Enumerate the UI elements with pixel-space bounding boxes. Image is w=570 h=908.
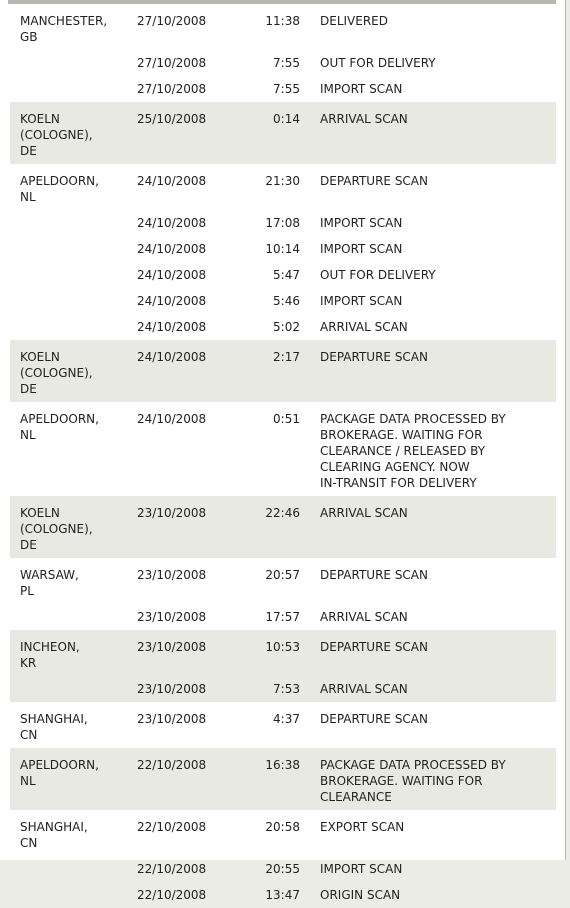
table-row (10, 106, 556, 164)
time-cell: 10:53 (265, 640, 300, 654)
activity-cell: DEPARTURE SCAN (320, 640, 428, 654)
date-cell: 24/10/2008 (137, 350, 207, 364)
date-cell: 23/10/2008 (137, 610, 207, 624)
location-group (10, 702, 556, 748)
date-cell: 22/10/2008 (137, 820, 207, 834)
table-row (10, 262, 556, 288)
table-row (10, 706, 556, 748)
time-cell: 7:55 (273, 82, 300, 96)
activity-cell: ARRIVAL SCAN (320, 610, 408, 624)
activity-cell: IMPORT SCAN (320, 862, 403, 876)
date-cell: 23/10/2008 (137, 640, 207, 654)
activity-cell: IMPORT SCAN (320, 216, 403, 230)
location-cell: KOELN (COLOGNE), DE (20, 350, 93, 396)
date-cell: 22/10/2008 (137, 888, 207, 902)
location-cell: WARSAW, PL (20, 568, 79, 598)
location-group (10, 630, 556, 702)
location-group (10, 496, 556, 558)
activity-cell: ARRIVAL SCAN (320, 506, 408, 520)
table-row (10, 634, 556, 676)
time-cell: 21:30 (265, 174, 300, 188)
location-cell: APELDOORN, NL (20, 758, 99, 788)
time-cell: 20:55 (265, 862, 300, 876)
activity-cell: ARRIVAL SCAN (320, 112, 408, 126)
time-cell: 17:57 (265, 610, 300, 624)
date-cell: 22/10/2008 (137, 862, 207, 876)
table-row (10, 50, 556, 76)
table-row (10, 752, 556, 810)
table-row (10, 562, 556, 604)
location-cell: APELDOORN, NL (20, 174, 99, 204)
location-cell: INCHEON, KR (20, 640, 80, 670)
activity-cell: PACKAGE DATA PROCESSED BY BROKERAGE. WAITING FOR CLEARANCE (320, 758, 506, 804)
location-group (10, 340, 556, 402)
time-cell: 22:46 (265, 506, 300, 520)
location-group (10, 164, 556, 340)
table-row (10, 314, 556, 340)
activity-cell: PACKAGE DATA PROCESSED BY BROKERAGE. WAITING FOR CLEARANCE / RELEASED BY CLEARING AGENCY. NOW IN-TRANSIT FOR DELIVERY (320, 412, 506, 490)
time-cell: 7:53 (273, 682, 300, 696)
time-cell: 0:14 (273, 112, 300, 126)
time-cell: 5:47 (273, 268, 300, 282)
date-cell: 24/10/2008 (137, 174, 207, 188)
activity-cell: ORIGIN SCAN (320, 888, 401, 902)
table-row (10, 236, 556, 262)
time-cell: 5:02 (273, 320, 300, 334)
time-cell: 0:51 (273, 412, 300, 426)
date-cell: 24/10/2008 (137, 412, 207, 426)
activity-cell: DEPARTURE SCAN (320, 712, 428, 726)
activity-cell: DELIVERED (320, 14, 388, 28)
date-cell: 22/10/2008 (137, 758, 207, 772)
activity-cell: IMPORT SCAN (320, 294, 403, 308)
location-group (10, 4, 556, 102)
date-cell: 24/10/2008 (137, 294, 207, 308)
time-cell: 11:38 (265, 14, 300, 28)
date-cell: 27/10/2008 (137, 82, 207, 96)
location-group (10, 810, 556, 908)
location-cell: KOELN (COLOGNE), DE (20, 112, 93, 158)
table-row (10, 676, 556, 702)
date-cell: 24/10/2008 (137, 268, 207, 282)
time-cell: 13:47 (265, 888, 300, 902)
activity-cell: EXPORT SCAN (320, 820, 405, 834)
date-cell: 24/10/2008 (137, 242, 207, 256)
table-row (10, 344, 556, 402)
table-row (10, 406, 556, 496)
table-row (10, 500, 556, 558)
activity-cell: OUT FOR DELIVERY (320, 268, 436, 282)
activity-cell: DEPARTURE SCAN (320, 350, 428, 364)
time-cell: 20:57 (265, 568, 300, 582)
time-cell: 5:46 (273, 294, 300, 308)
shipment-progress-table (10, 4, 556, 908)
table-row (10, 882, 556, 908)
date-cell: 27/10/2008 (137, 14, 207, 28)
location-cell: KOELN (COLOGNE), DE (20, 506, 93, 552)
location-group (10, 102, 556, 164)
date-cell: 23/10/2008 (137, 506, 207, 520)
time-cell: 10:14 (265, 242, 300, 256)
table-row (10, 210, 556, 236)
table-row (10, 76, 556, 102)
location-cell: APELDOORN, NL (20, 412, 99, 442)
activity-cell: DEPARTURE SCAN (320, 568, 428, 582)
activity-cell: ARRIVAL SCAN (320, 320, 408, 334)
window-edge (566, 0, 570, 860)
location-group (10, 558, 556, 630)
table-row (10, 814, 556, 856)
time-cell: 20:58 (265, 820, 300, 834)
location-cell: SHANGHAI, CN (20, 820, 88, 850)
location-cell: SHANGHAI, CN (20, 712, 88, 742)
table-row (10, 288, 556, 314)
time-cell: 17:08 (265, 216, 300, 230)
location-group (10, 748, 556, 810)
table-row (10, 604, 556, 630)
date-cell: 24/10/2008 (137, 216, 207, 230)
date-cell: 23/10/2008 (137, 682, 207, 696)
time-cell: 4:37 (273, 712, 300, 726)
time-cell: 16:38 (265, 758, 300, 772)
activity-cell: IMPORT SCAN (320, 82, 403, 96)
time-cell: 7:55 (273, 56, 300, 70)
activity-cell: DEPARTURE SCAN (320, 174, 428, 188)
date-cell: 23/10/2008 (137, 568, 207, 582)
table-row (10, 8, 556, 50)
date-cell: 27/10/2008 (137, 56, 207, 70)
activity-cell: ARRIVAL SCAN (320, 682, 408, 696)
table-row (10, 168, 556, 210)
time-cell: 2:17 (273, 350, 300, 364)
date-cell: 25/10/2008 (137, 112, 207, 126)
date-cell: 24/10/2008 (137, 320, 207, 334)
activity-cell: IMPORT SCAN (320, 242, 403, 256)
activity-cell: OUT FOR DELIVERY (320, 56, 436, 70)
location-cell: MANCHESTER, GB (20, 14, 108, 44)
location-group (10, 402, 556, 496)
date-cell: 23/10/2008 (137, 712, 207, 726)
